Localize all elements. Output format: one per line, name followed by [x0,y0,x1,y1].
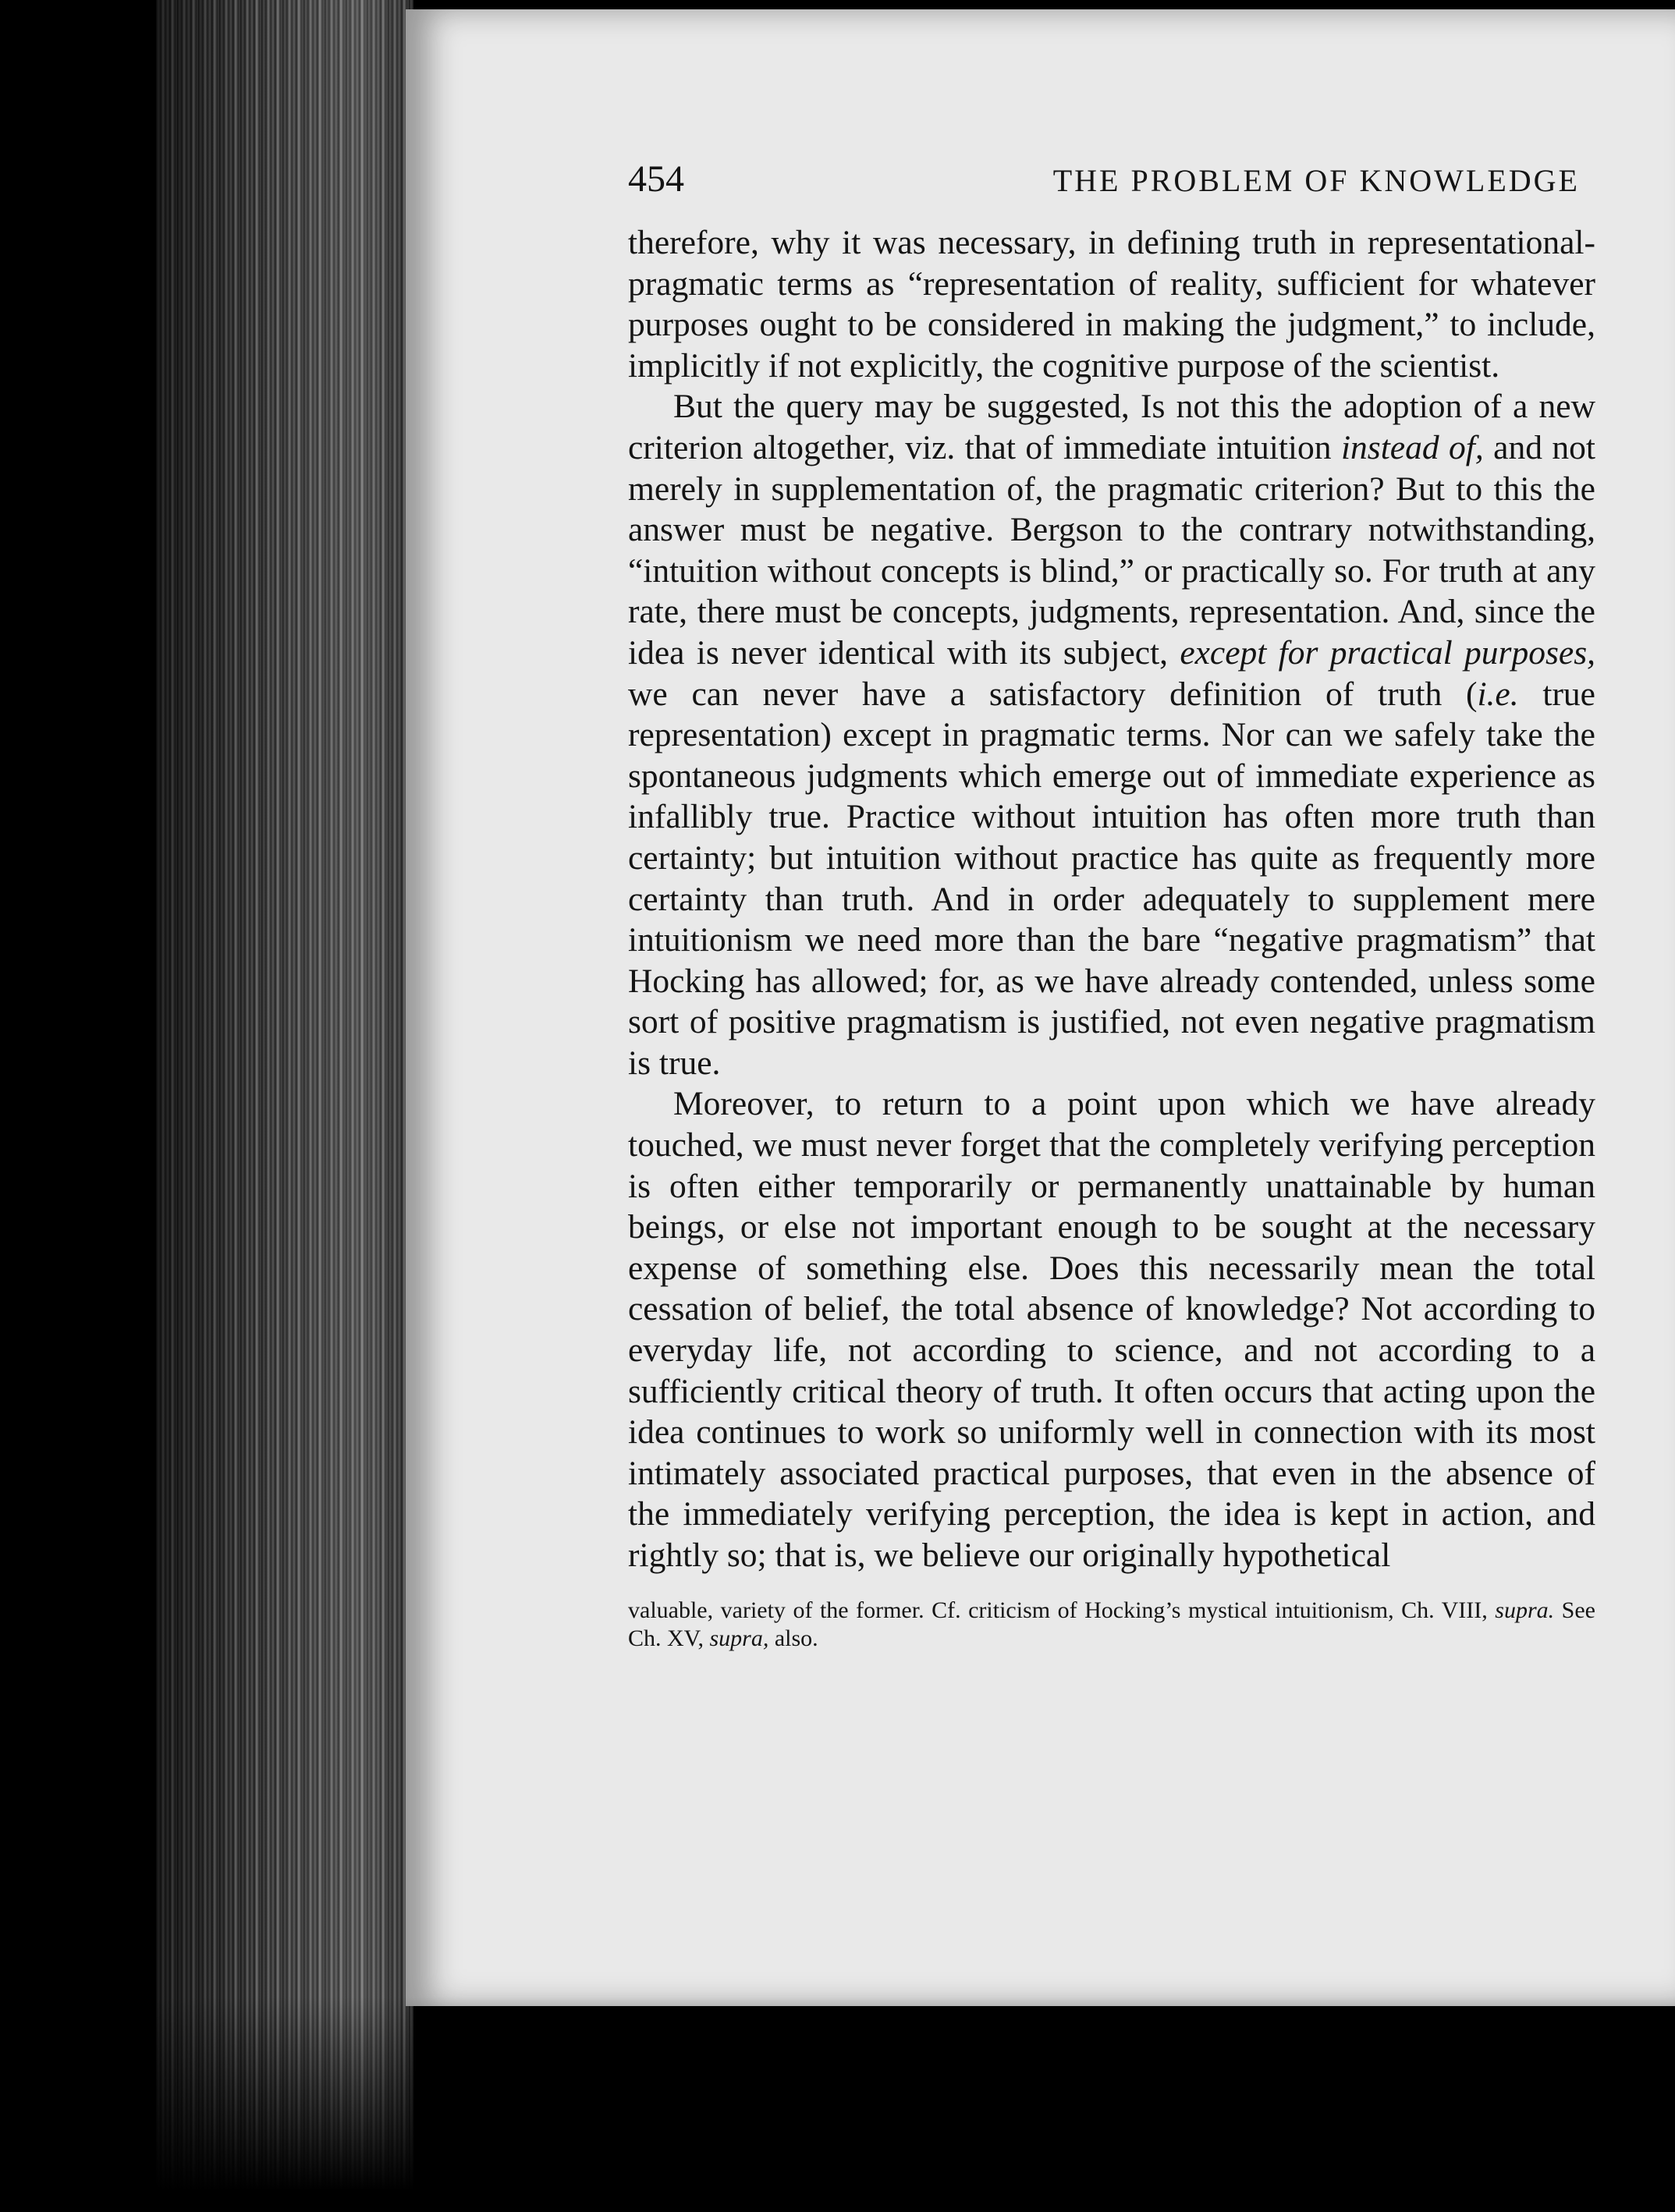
italic-text: i.e. [1477,675,1519,713]
footnote-text: See Ch. XV, [628,1597,1595,1651]
footnote-text: also. [768,1625,818,1651]
paragraph-text: But the query may be suggested, Is not this the adoption of a new criterion altogether, viz. that of immediate intuition [628,388,1595,466]
body-text [628,222,1595,1576]
book-page [406,9,1675,2006]
page-number: 454 [628,158,684,200]
paragraph-text: therefore, why it was necessary, in defining truth in representational-pragmatic terms as “representation of reality, sufficient for whatever purposes ought to be considered in making the judgment,” to include, implicitly if not explicitly, the cognitive purpose of the scientist. [628,224,1595,385]
paragraph-1 [628,222,1595,386]
footnote-italic: supra. [1495,1597,1555,1623]
page-content [628,158,1595,1653]
scan-border-left [0,0,156,2212]
italic-text: instead of, [1340,428,1484,466]
footnote-italic: supra, [709,1625,769,1651]
paragraph-text: true representation) except in pragmatic terms. Nor can we safely take the spontaneous judgments which emerge out of immediate experience as infallibly true. Practice without intuition has often more truth than certainty; but intuition without practice has quite as frequently more certainty than truth. And in order adequately to supplement mere intuitionism we need more than the bare “negative pragmatism” that Hocking has allowed; for, as we have already contended, unless some sort of positive pragmatism is justified, not even negative pragmatism is true. [628,675,1595,1082]
paragraph-3 [628,1083,1595,1576]
book-page-edges [156,0,413,2212]
paragraph-text: we can never have a satisfactory definition of truth ( [628,675,1478,713]
paragraph-text: Moreover, to return to a point upon which we have already touched, we must never forget that the completely verifying perception is often either temporarily or permanently unattainable by human beings, or else not important enough to be sought at the necessary expense of something else. Does this necessarily mean the total cessation of belief, the total absence of knowledge? Not according to everyday life, not according to science, and not according to a sufficiently critical theory of truth. It often occurs that acting upon the idea continues to work so uniformly well in connection with its most intimately associated practical purposes, that even in the absence of the immediately verifying perception, the idea is kept in action, and rightly so; that is, we believe our originally hypothetical [628,1085,1595,1574]
paragraph-2 [628,386,1595,1083]
paragraph-text: and not merely in supplementation of, the pragmatic criterion? But to this the answer must be negative. Bergson to the contrary notwithstanding, “intuition without concepts is blind,” or practically so. For truth at any rate, there must be concepts, judgments, representation. And, since the idea is never identical with its subject, [628,428,1596,672]
scan-border-bottom [0,1997,1675,2212]
footnote [628,1597,1595,1653]
running-head [628,158,1595,200]
italic-text: except for practical purposes, [1180,633,1595,672]
running-head-title: THE PROBLEM OF KNOWLEDGE [1052,163,1580,198]
footnote-text: valuable, variety of the former. Cf. criticism of Hocking’s mystical intuitionism, Ch. VIII, [628,1597,1496,1623]
